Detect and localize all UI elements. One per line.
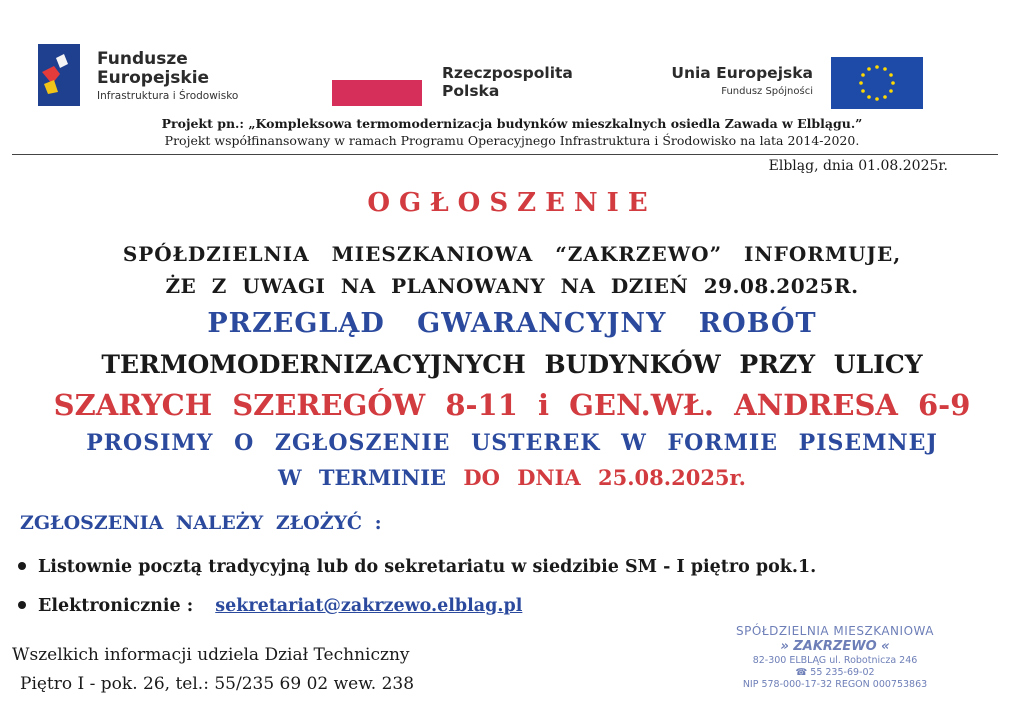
email-link[interactable]: sekretariat@zakrzewo.elblag.pl bbox=[215, 596, 523, 616]
contact-info-line2: Piętro I - pok. 26, tel.: 55/235 69 02 wew. 238 bbox=[20, 674, 415, 694]
submission-option-mail-text: Listownie pocztą tradycyjną lub do sekretariatu w siedzibie SM - I piętro pok.1. bbox=[38, 557, 817, 577]
deadline-date: DO DNIA 25.08.2025r. bbox=[463, 465, 746, 490]
stamp-line4: ☎ 55 235-69-02 bbox=[795, 667, 875, 678]
stamp-line3: 82-300 ELBLĄG ul. Robotnicza 246 bbox=[752, 655, 918, 666]
rp-line2: Polska bbox=[442, 82, 500, 100]
stamp-line2: » ZAKRZEWO « bbox=[780, 639, 890, 654]
notice-line-4: TERMOMODERNIZACYJNYCH BUDYNKÓW PRZY ULICY bbox=[101, 350, 923, 379]
project-cofinancing: Projekt współfinansowany w ramach Programu Operacyjnego Infrastruktura i Środowisko na lata 2014-2020. bbox=[164, 133, 860, 148]
rp-text bbox=[442, 64, 612, 100]
ue-title: Unia Europejska bbox=[671, 64, 813, 82]
notice-line-5: SZARYCH SZEREGÓW 8-11 i GEN.WŁ. ANDRESA 6-9 bbox=[53, 388, 971, 422]
ue-subtitle: Fundusz Spójności bbox=[721, 86, 813, 97]
document-date: Elbląg, dnia 01.08.2025r. bbox=[768, 158, 948, 174]
rp-line1: Rzeczpospolita bbox=[442, 64, 573, 82]
fe-title bbox=[97, 50, 317, 88]
notice-line-6: PROSIMY O ZGŁOSZENIE USTEREK W FORMIE PISEMNEJ bbox=[86, 430, 938, 456]
fe-title-line1: Fundusze bbox=[97, 49, 188, 69]
deadline-prefix: W TERMINIE bbox=[277, 465, 447, 490]
notice-line-7 bbox=[0, 465, 1024, 490]
header-divider bbox=[12, 154, 998, 155]
notice-line-2: ŻE Z UWAGI NA PLANOWANY NA DZIEŃ 29.08.2025R. bbox=[165, 274, 859, 298]
fe-subtitle: Infrastruktura i Środowisko bbox=[97, 90, 239, 102]
contact-info-line1: Wszelkich informacji udziela Dział Techniczny bbox=[12, 645, 410, 665]
notice-line-1: SPÓŁDZIELNIA MIESZKANIOWA “ZAKRZEWO” INFORMUJE, bbox=[122, 242, 902, 266]
project-title: Projekt pn.: „Kompleksowa termomodernizacja budynków mieszkalnych osiedla Zawada w Elblągu.” bbox=[161, 116, 863, 131]
submission-heading: ZGŁOSZENIA NALEŻY ZŁOŻYĆ : bbox=[20, 512, 382, 534]
bullet-icon bbox=[18, 601, 26, 609]
notice-heading: OGŁOSZENIE bbox=[367, 188, 657, 218]
stamp-line1: SPÓŁDZIELNIA MIESZKANIOWA bbox=[736, 624, 934, 638]
eu-flag-icon bbox=[831, 57, 923, 109]
fe-title-line2: Europejskie bbox=[97, 68, 210, 88]
submission-option-email-label: Elektronicznie : bbox=[38, 596, 194, 616]
fundusze-europejskie-logo bbox=[38, 44, 80, 106]
notice-line-3: PRZEGLĄD GWARANCYJNY ROBÓT bbox=[207, 308, 817, 339]
bullet-icon bbox=[18, 562, 26, 570]
cooperative-stamp bbox=[730, 624, 940, 690]
stamp-line5: NIP 578-000-17-32 REGON 000753863 bbox=[742, 679, 928, 690]
poland-flag-icon bbox=[332, 80, 422, 106]
submission-option-email bbox=[18, 596, 522, 616]
submission-option-mail bbox=[18, 557, 816, 577]
